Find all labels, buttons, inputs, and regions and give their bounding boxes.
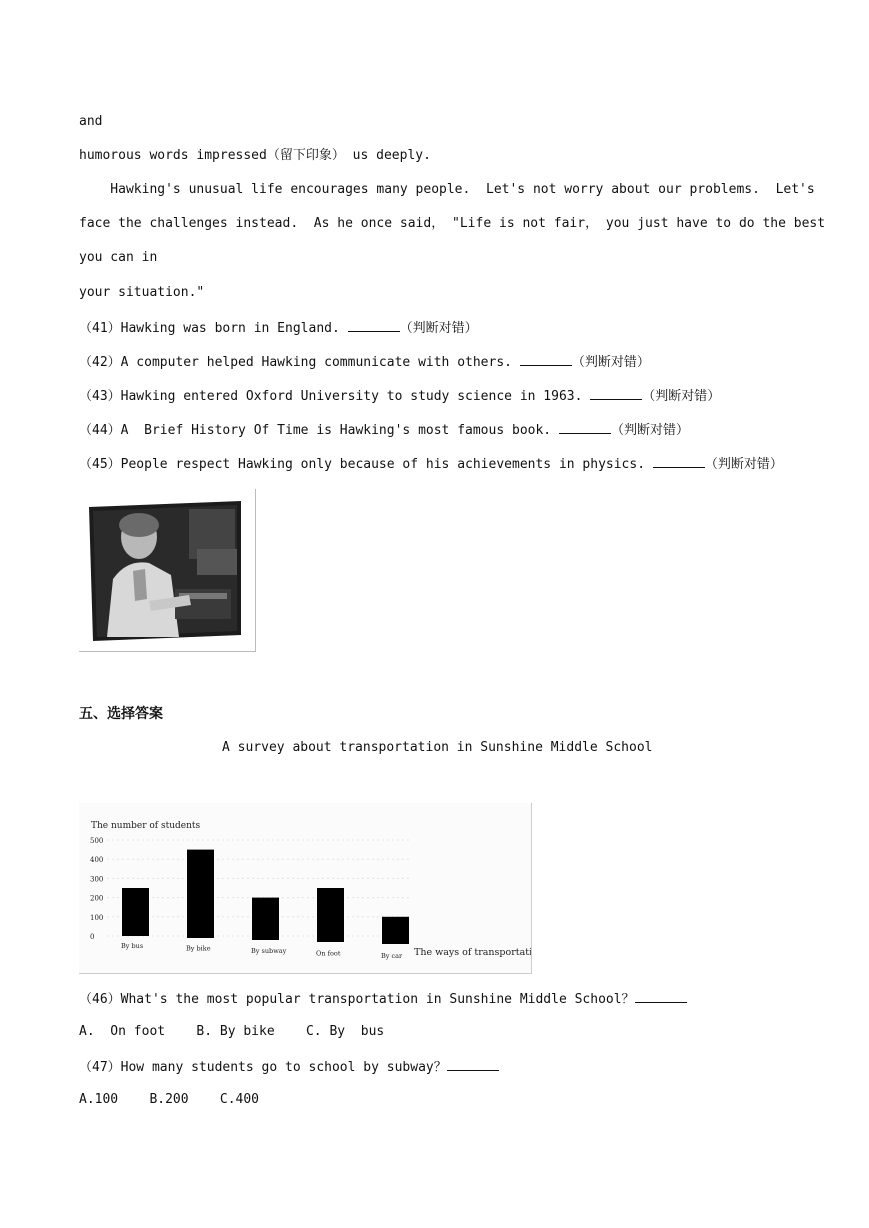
passage-line: you can in — [79, 250, 158, 265]
tf-question-41: （41）Hawking was born in England. （判断对错） — [79, 321, 478, 336]
survey-title: A survey about transportation in Sunshine Middle School — [222, 740, 653, 755]
answer-blank[interactable] — [447, 1058, 499, 1071]
y-tick-label: 100 — [90, 913, 104, 922]
answer-blank[interactable] — [520, 353, 572, 366]
y-tick-label: 400 — [90, 856, 104, 865]
bar-by-bus — [122, 888, 149, 936]
bar-by-car — [382, 917, 409, 944]
passage-line: and — [79, 114, 103, 129]
tf-question-44: （44）A Brief History Of Time is Hawking's most famous book. （判断对错） — [79, 423, 689, 438]
y-tick-label: 200 — [90, 894, 104, 903]
x-tick-label: By bike — [186, 944, 211, 953]
y-tick-label: 500 — [90, 837, 104, 845]
x-tick-label: By bus — [121, 942, 144, 950]
passage-line: face the challenges instead. As he once said， "Life is not fair， you just have to do the best — [79, 216, 826, 231]
bar-by-bike — [187, 850, 214, 938]
bar-by-subway — [252, 898, 279, 940]
x-tick-label: By subway — [251, 947, 287, 955]
answer-blank[interactable] — [590, 387, 642, 400]
x-axis-label: The ways of transportation — [414, 947, 531, 958]
answer-blank[interactable] — [348, 319, 400, 332]
transportation-chart — [79, 803, 532, 974]
hawking-photo — [79, 489, 256, 652]
tf-question-42: （42）A computer helped Hawking communicate with others. （判断对错） — [79, 355, 650, 370]
x-tick-label: On foot — [316, 949, 341, 958]
mc-question-46: （46）What's the most popular transportation in Sunshine Middle School？ — [79, 990, 687, 1008]
y-axis-label: The number of students — [91, 821, 201, 831]
mc-question-47: （47）How many students go to school by subway？ — [79, 1058, 499, 1076]
mc-options-47: A.100 B.200 C.400 — [79, 1092, 260, 1107]
tf-question-43: （43）Hawking entered Oxford University to study science in 1963. （判断对错） — [79, 389, 721, 404]
passage-line: your situation." — [79, 285, 205, 300]
x-tick-label: By car — [381, 952, 403, 960]
tf-question-45: （45）People respect Hawking only because of his achievements in physics. （判断对错） — [79, 457, 783, 472]
answer-blank[interactable] — [559, 421, 611, 434]
answer-blank[interactable] — [635, 990, 687, 1003]
bar-on-foot — [317, 888, 344, 942]
passage-line: humorous words impressed（留下印象） us deeply. — [79, 148, 431, 163]
passage-line: Hawking's unusual life encourages many people. Let's not worry about our problems. Let's — [79, 182, 815, 197]
y-tick-label: 300 — [90, 875, 104, 884]
section-heading: 五、选择答案 — [79, 706, 163, 722]
y-tick-label: 0 — [90, 933, 95, 941]
mc-options-46: A. On foot B. By bike C. By bus — [79, 1024, 385, 1039]
answer-blank[interactable] — [653, 455, 705, 468]
